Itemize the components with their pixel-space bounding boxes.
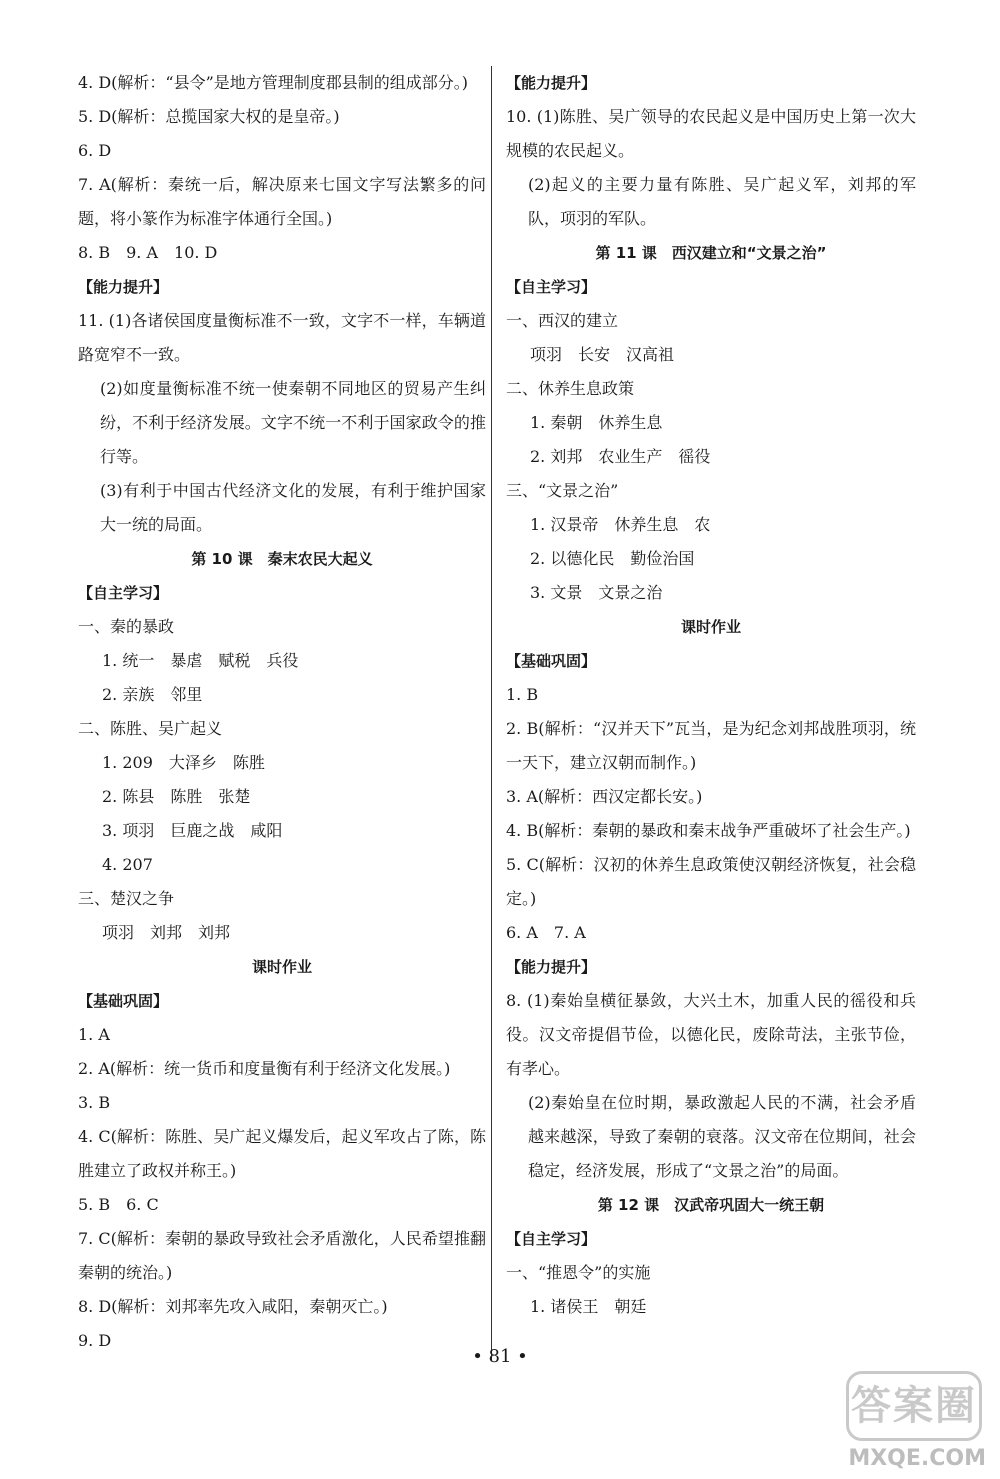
answer-line: 2. 陈县 陈胜 张楚: [102, 787, 251, 806]
answer-line: 4. D(解析：“县令”是地方管理制度郡县制的组成部分。): [78, 73, 469, 92]
answer-line: 3. B: [78, 1093, 111, 1112]
answer-line: 2. A(解析：统一货币和度量衡有利于经济文化发展。): [78, 1059, 451, 1078]
answer-line: 7. C(解析：秦朝的暴政导致社会矛盾激化，人民希望推翻秦朝的统治。): [78, 1229, 486, 1282]
answer-line: 5. D(解析：总揽国家大权的是皇帝。): [78, 107, 340, 126]
section-heading: 【能力提升】: [78, 278, 169, 296]
section-heading: 【自主学习】: [506, 278, 597, 296]
section-heading: 【自主学习】: [78, 584, 169, 602]
answer-line: 项羽 长安 汉高祖: [530, 345, 675, 364]
answer-line: 2. 亲族 邻里: [102, 685, 203, 704]
answer-line: 5. C(解析：汉初的休养生息政策使汉朝经济恢复，社会稳定。): [506, 855, 916, 908]
outline-heading: 一、秦的暴政: [78, 617, 175, 636]
answer-line: 10. (1)陈胜、吴广领导的农民起义是中国历史上第一次大规模的农民起义。: [506, 107, 916, 160]
answer-line: (2)秦始皇在位时期，暴政激起人民的不满，社会矛盾越来越深，导致了秦朝的衰落。汉文帝在位期间，社会稳定，经济发展，形成了“文景之治”的局面。: [528, 1093, 916, 1180]
right-column: [506, 66, 916, 1324]
answer-line: 项羽 刘邦 刘邦: [102, 923, 231, 942]
answer-line: 1. A: [78, 1025, 110, 1044]
answer-line: (2)如度量衡标准不统一使秦朝不同地区的贸易产生纠纷，不利于经济发展。文字不统一不利于国家政令的推行等。: [100, 379, 486, 466]
watermark-url: MXQE.COM: [848, 1446, 986, 1471]
answer-line: 11. (1)各诸侯国度量衡标准不一致，文字不一样，车辆道路宽窄不一致。: [78, 311, 486, 364]
answer-line: 3. 项羽 巨鹿之战 咸阳: [102, 821, 283, 840]
answer-line: 6. A 7. A: [506, 923, 586, 942]
section-heading: 【能力提升】: [506, 958, 597, 976]
answer-line: 8. B 9. A 10. D: [78, 243, 218, 262]
outline-heading: 二、休养生息政策: [506, 379, 635, 398]
lesson-title: 第 11 课 西汉建立和“文景之治”: [595, 244, 827, 262]
section-heading: 【能力提升】: [506, 74, 597, 92]
answer-line: 1. 秦朝 休养生息: [530, 413, 663, 432]
answer-line: 2. 刘邦 农业生产 徭役: [530, 447, 711, 466]
answer-line: 3. A(解析：西汉定都长安。): [506, 787, 703, 806]
answer-line: 6. D: [78, 141, 112, 160]
answer-line: 9. D: [78, 1331, 112, 1350]
watermark-logo: 答案圈: [846, 1371, 982, 1441]
answer-line: 1. 汉景帝 休养生息 农: [530, 515, 711, 534]
answer-line: 2. B(解析：“汉并天下”瓦当，是为纪念刘邦战胜项羽，统一天下，建立汉朝而制作。): [506, 719, 916, 772]
answer-line: 4. B(解析：秦朝的暴政和秦末战争严重破坏了社会生产。): [506, 821, 911, 840]
column-divider: [491, 66, 492, 1360]
answer-line: 4. C(解析：陈胜、吴广起义爆发后，起义军攻占了陈，陈胜建立了政权并称王。): [78, 1127, 486, 1180]
answer-line: 5. B 6. C: [78, 1195, 159, 1214]
answer-line: 1. 诸侯王 朝廷: [530, 1297, 647, 1316]
outline-heading: 三、“文景之治”: [506, 481, 619, 500]
section-heading: 【自主学习】: [506, 1230, 597, 1248]
answer-line: 2. 以德化民 勤俭治国: [530, 549, 695, 568]
page-number: • 81 •: [472, 1346, 528, 1367]
outline-heading: 一、西汉的建立: [506, 311, 619, 330]
answer-line: 8. D(解析：刘邦率先攻入咸阳，秦朝灭亡。): [78, 1297, 388, 1316]
lesson-title: 第 12 课 汉武帝巩固大一统王朝: [597, 1196, 825, 1214]
outline-heading: 二、陈胜、吴广起义: [78, 719, 223, 738]
answer-line: 4. 207: [102, 855, 153, 874]
homework-title: 课时作业: [251, 958, 312, 976]
answer-line: 8. (1)秦始皇横征暴敛，大兴土木，加重人民的徭役和兵役。汉文帝提倡节俭，以德化民，废除苛法，主张节俭，有孝心。: [506, 991, 916, 1078]
section-heading: 【基础巩固】: [506, 652, 597, 670]
answer-line: (3)有利于中国古代经济文化的发展，有利于维护国家大一统的局面。: [100, 481, 486, 534]
homework-title: 课时作业: [680, 618, 741, 636]
outline-heading: 一、“推恩令”的实施: [506, 1263, 651, 1282]
answer-line: 7. A(解析：秦统一后，解决原来七国文字写法繁多的问题，将小篆作为标准字体通行全国。): [78, 175, 486, 228]
answer-line: 1. 209 大泽乡 陈胜: [102, 753, 265, 772]
outline-heading: 三、楚汉之争: [78, 889, 175, 908]
watermark: [842, 1371, 992, 1471]
answer-line: 3. 文景 文景之治: [530, 583, 663, 602]
section-heading: 【基础巩固】: [78, 992, 169, 1010]
left-column: [78, 66, 486, 1358]
lesson-title: 第 10 课 秦末农民大起义: [191, 550, 373, 568]
answer-line: (2)起义的主要力量有陈胜、吴广起义军，刘邦的军队，项羽的军队。: [528, 175, 916, 228]
answer-line: 1. 统一 暴虐 赋税 兵役: [102, 651, 299, 670]
answer-line: 1. B: [506, 685, 539, 704]
